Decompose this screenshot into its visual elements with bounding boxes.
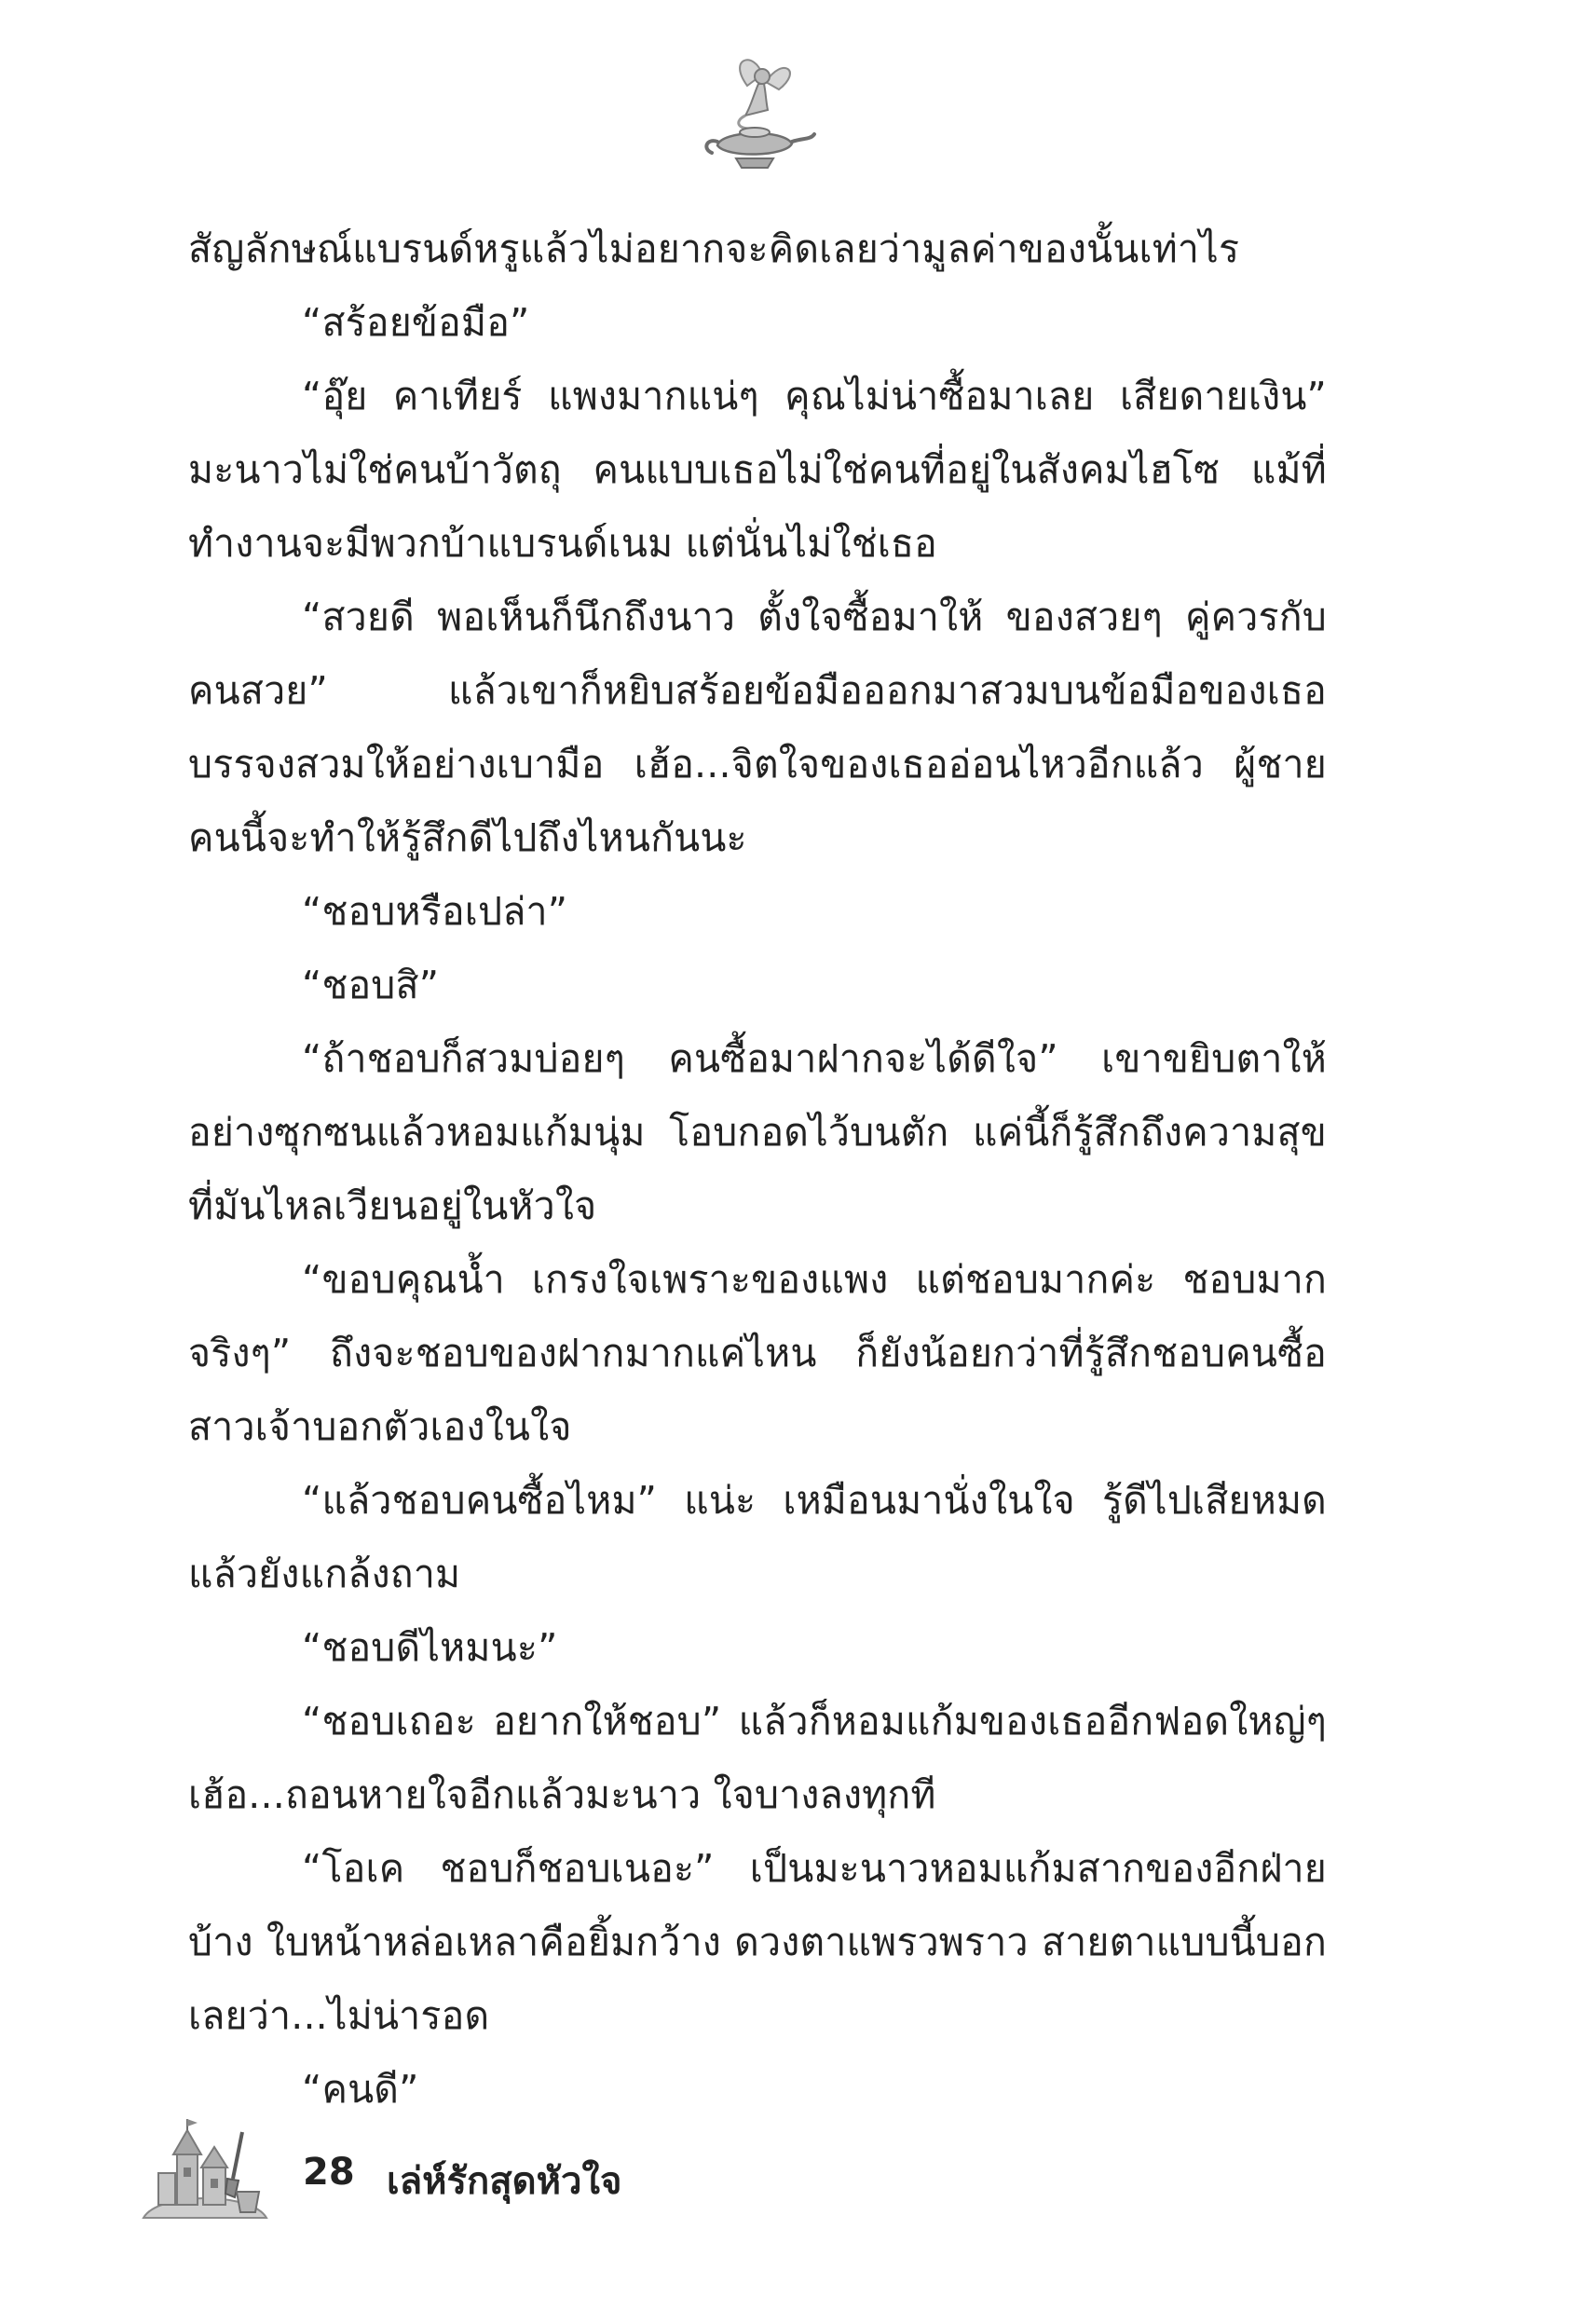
paragraph: “ถ้าชอบก็สวมบ่อยๆ คนซื้อมาฝากจะได้ดีใจ” เขาขยิบตาให้อย่างซุกซนแล้วหอมแก้มนุ่ม โอบกอดไว้บนตัก แค่นี้ก็รู้สึกถึงความสุขที่มันไหลเวียนอยู่ในหัวใจ <box>188 1036 1327 1228</box>
paragraph: “ขอบคุณน้ำ เกรงใจเพราะของแพง แต่ชอบมากค่ะ ชอบมากจริงๆ” ถึงจะชอบของฝากมากแค่ไหน ก็ยังน้อยกว่าที่รู้สึกชอบคนซื้อ สาวเจ้าบอกตัวเองในใจ <box>188 1257 1327 1449</box>
paragraph: “ชอบสิ” <box>302 963 440 1007</box>
page-number: 28 <box>303 2151 355 2194</box>
paragraph: “แล้วชอบคนซื้อไหม” แน่ะ เหมือนมานั่งในใจ รู้ดีไปเสียหมดแล้วยังแกล้งถาม <box>188 1478 1327 1596</box>
paragraph: “ชอบหรือเปล่า” <box>302 889 568 934</box>
book-title: เล่ห์รักสุดหัวใจ <box>387 2160 622 2203</box>
paragraph: “สร้อยข้อมือ” <box>302 300 530 345</box>
paragraph: “ชอบเถอะ อยากให้ชอบ” แล้วก็หอมแก้มของเธออีกฟอดใหญ่ๆ เฮ้อ...ถอนหายใจอีกแล้วมะนาว ใจบางลงทุกที <box>188 1699 1327 1817</box>
paragraph: “ชอบดีไหมนะ” <box>302 1625 558 1670</box>
page-footer <box>140 2113 792 2235</box>
paragraph: “อุ๊ย คาเทียร์ แพงมากแน่ๆ คุณไม่น่าซื้อมาเลย เสียดายเงิน” มะนาวไม่ใช่คนบ้าวัตถุ คนแบบเธอไม่ใช่คนที่อยู่ในสังคมไฮโซ แม้ที่ทำงานจะมีพวกบ้าแบรนด์เนม แต่นั่นไม่ใช่เธอ <box>188 374 1327 566</box>
sandcastle-icon <box>140 2113 270 2225</box>
body-text <box>188 212 1327 2126</box>
magic-lamp-fairy-icon <box>689 48 820 179</box>
paragraph: “คนดี” <box>302 2067 419 2112</box>
paragraph: “โอเค ชอบก็ชอบเนอะ” เป็นมะนาวหอมแก้มสากของอีกฝ่ายบ้าง ใบหน้าหล่อเหลาคือยิ้มกว้าง ดวงตาแพรวพราว สายตาแบบนี้บอกเลยว่า...ไม่น่ารอด <box>188 1846 1327 2038</box>
paragraph: “สวยดี พอเห็นก็นึกถึงนาว ตั้งใจซื้อมาให้ ของสวยๆ คู่ควรกับคนสวย” แล้วเขาก็หยิบสร้อยข้อมือออกมาสวมบนข้อมือของเธอ บรรจงสวมให้อย่างเบามือ เฮ้อ...จิตใจของเธออ่อนไหวอีกแล้ว ผู้ชายคนนี้จะทำให้รู้สึกดีไปถึงไหนกันนะ <box>188 595 1327 860</box>
paragraph: สัญลักษณ์แบรนด์หรูแล้วไม่อยากจะคิดเลยว่ามูลค่าของนั้นเท่าไร <box>188 226 1240 271</box>
